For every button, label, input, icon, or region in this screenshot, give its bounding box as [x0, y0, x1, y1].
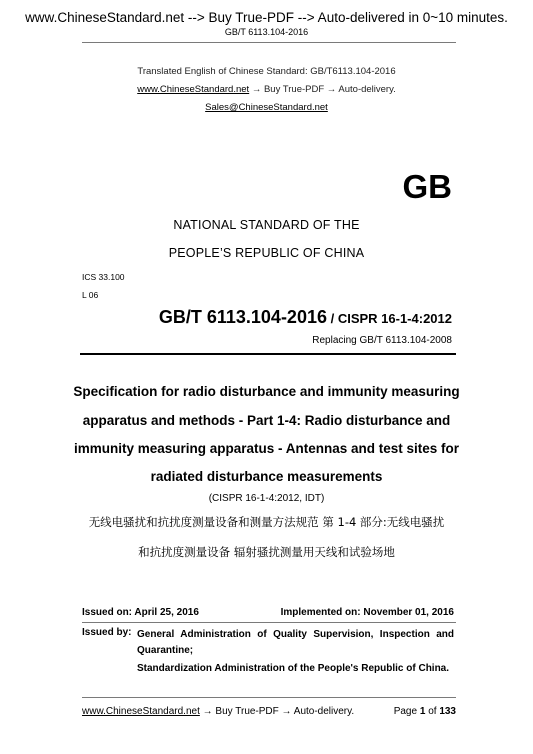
footer-divider [82, 697, 456, 698]
header-banner: www.ChineseStandard.net --> Buy True-PDF --> Auto-delivered in 0~10 minutes. [25, 10, 508, 25]
header-divider [82, 42, 456, 43]
footer-link-tail: → Buy True-PDF → Auto-delivery. [199, 706, 355, 717]
ccs-code: L 06 [82, 290, 99, 300]
email-link[interactable]: Sales@ChineseStandard.net [205, 102, 328, 113]
footer [82, 706, 456, 717]
footer-site-link[interactable]: www.ChineseStandard.net [82, 706, 200, 717]
page-of: of [428, 706, 437, 717]
standard-number: GB/T 6113.104-2016 [158, 307, 327, 327]
page-total: 133 [439, 706, 456, 717]
issuing-org-2: Standardization Administration of the People's Republic of China. [137, 663, 450, 674]
chinese-title-line-2: 和抗扰度测量设备 辐射骚扰测量用天线和试验场地 [138, 545, 395, 559]
title-divider [80, 353, 456, 355]
issued-by-block [82, 627, 454, 677]
replacing-note: Replacing GB/T 6113.104-2008 [312, 335, 452, 346]
ics-code: ICS 33.100 [82, 272, 125, 282]
national-line-1: NATIONAL STANDARD OF THE [173, 218, 360, 232]
national-line-2: PEOPLE’S REPUBLIC OF CHINA [168, 246, 365, 260]
title-line-2: apparatus and methods - Part 1-4: Radio disturbance and [82, 413, 451, 428]
title-line-4: radiated disturbance measurements [150, 469, 383, 484]
intro-link-line [0, 84, 533, 95]
dates-divider [82, 622, 456, 623]
page-number: 1 [419, 706, 426, 717]
page-label: Page [393, 706, 418, 717]
standard-number-line [159, 307, 452, 328]
page-indicator [394, 706, 456, 717]
gb-logo: GB [402, 168, 452, 205]
email-line [0, 102, 533, 113]
header-doc-code: GB/T 6113.104-2016 [224, 27, 309, 37]
standard-equivalent: / CISPR 16-1-4:2012 [326, 311, 452, 326]
cispr-equivalence: (CISPR 16-1-4:2012, IDT) [208, 493, 325, 504]
intro-link-tail: → Buy True-PDF → Auto-delivery. [249, 84, 396, 95]
title-line-1: Specification for radio disturbance and immunity measuring [73, 384, 460, 399]
implemented-date: Implemented on: November 01, 2016 [280, 607, 454, 618]
translated-note: Translated English of Chinese Standard: GB/T6113.104-2016 [137, 66, 396, 77]
title-line-3: immunity measuring apparatus - Antennas and test sites for [73, 441, 460, 456]
issuing-org-1: General Administration of Quality Supervision, Inspection and Quarantine; [137, 629, 454, 656]
dates-row [82, 607, 454, 618]
intro-site-link[interactable]: www.ChineseStandard.net [137, 84, 250, 95]
chinese-title-line-1: 无线电骚扰和抗扰度测量设备和测量方法规范 第 1-4 部分:无线电骚扰 [88, 515, 445, 529]
issued-date: Issued on: April 25, 2016 [82, 607, 199, 618]
issued-by-label: Issued by: [82, 627, 132, 638]
